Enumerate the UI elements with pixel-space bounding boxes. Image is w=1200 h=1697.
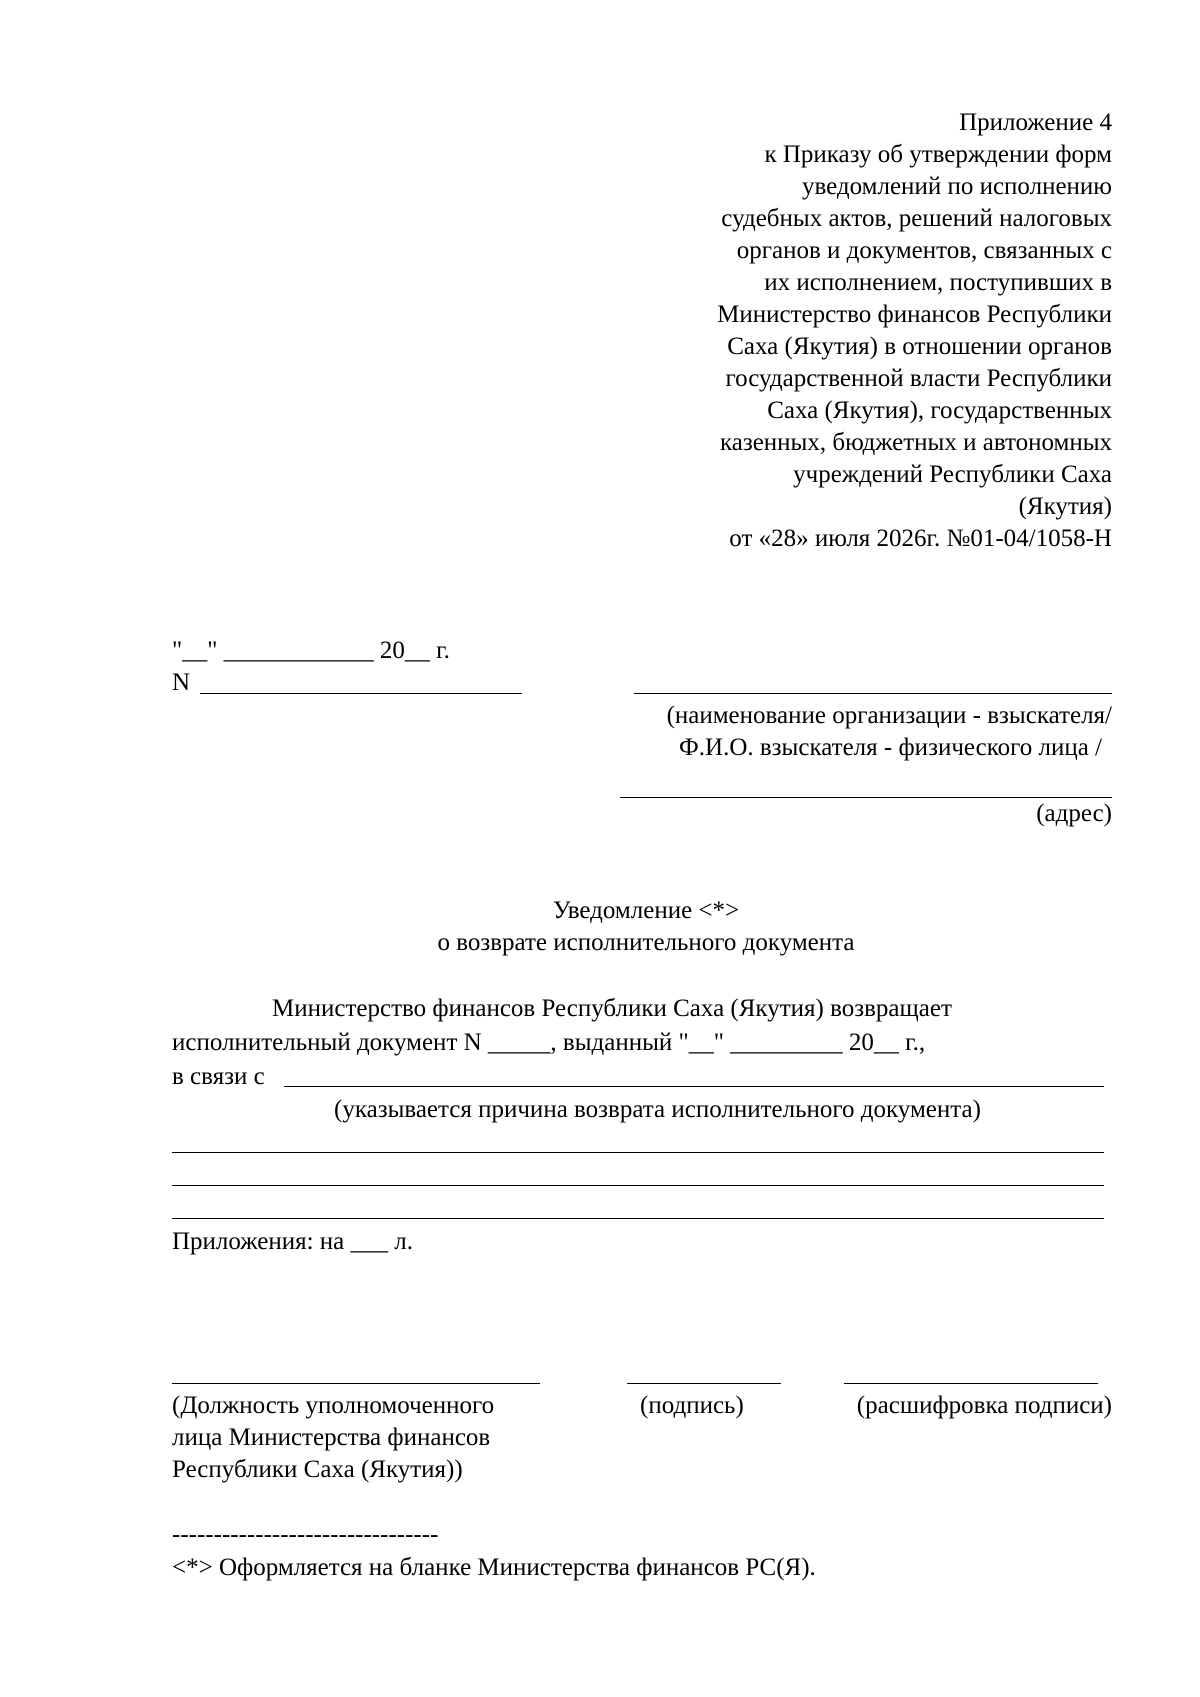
attachments-line: Приложения: на ___ л. — [172, 1228, 413, 1255]
date-line: "__" ____________ 20__ г. — [172, 637, 450, 664]
number-field-line — [200, 693, 522, 694]
reason-extra-line-3 — [172, 1218, 1104, 1219]
header-line-11: казенных, бюджетных и автономных — [719, 429, 1112, 456]
header-line-13: (Якутия) — [1018, 493, 1112, 520]
addressee-name-caption-2: Ф.И.О. взыскателя - физического лица / — [679, 734, 1102, 761]
header-line-6: их исполнением, поступивших в — [764, 269, 1112, 296]
header-line-8: Саха (Якутия) в отношении органов — [727, 333, 1112, 360]
header-line-12: учреждений Республики Саха — [793, 461, 1112, 488]
addressee-name-caption-1: (наименование организации - взыскателя/ — [666, 702, 1112, 729]
reason-line — [284, 1086, 1104, 1087]
body-paragraph-line-2: исполнительный документ N _____, выданный "__" _________ 20__ г., — [172, 1029, 926, 1056]
reason-label: в связи с — [172, 1063, 265, 1090]
addressee-address-line — [620, 797, 1112, 798]
signature-caption: (подпись) — [640, 1392, 744, 1419]
decoding-caption: (расшифровка подписи) — [856, 1392, 1112, 1419]
header-line-3: уведомлений по исполнению — [802, 173, 1112, 200]
body-paragraph-line-1: Министерство финансов Республики Саха (Якутия) возвращает — [272, 995, 952, 1022]
header-line-1: Приложение 4 — [959, 109, 1112, 136]
signature-line — [627, 1383, 781, 1384]
position-line — [172, 1383, 540, 1384]
reason-extra-line-2 — [172, 1185, 1104, 1186]
header-line-10: Саха (Якутия), государственных — [767, 397, 1112, 424]
addressee-address-caption: (адрес) — [1036, 800, 1112, 827]
position-caption-1: (Должность уполномоченного — [172, 1392, 495, 1419]
header-line-2: к Приказу об утверждении форм — [764, 141, 1112, 168]
position-caption-2: лица Министерства финансов — [172, 1424, 491, 1451]
header-line-7: Министерство финансов Республики — [717, 301, 1112, 328]
reason-caption: (указывается причина возврата исполнительного документа) — [334, 1096, 981, 1123]
header-line-5: органов и документов, связанных с — [736, 237, 1112, 264]
addressee-name-line — [634, 693, 1112, 694]
decoding-line — [844, 1383, 1098, 1384]
footnote-text: <*> Оформляется на бланке Министерства финансов РС(Я). — [172, 1554, 816, 1581]
notice-subtitle: о возврате исполнительного документа — [437, 929, 855, 956]
header-line-14: от «28» июля 2026г. №01-04/1058-Н — [729, 525, 1112, 552]
position-caption-3: Республики Саха (Якутия)) — [172, 1456, 463, 1483]
number-label: N — [172, 669, 191, 696]
header-line-4: судебных актов, решений налоговых — [721, 205, 1112, 232]
reason-extra-line-1 — [172, 1152, 1104, 1153]
notice-title: Уведомление <*> — [552, 897, 740, 924]
header-line-9: государственной власти Республики — [725, 365, 1112, 392]
footnote-separator: -------------------------------- — [172, 1521, 439, 1548]
